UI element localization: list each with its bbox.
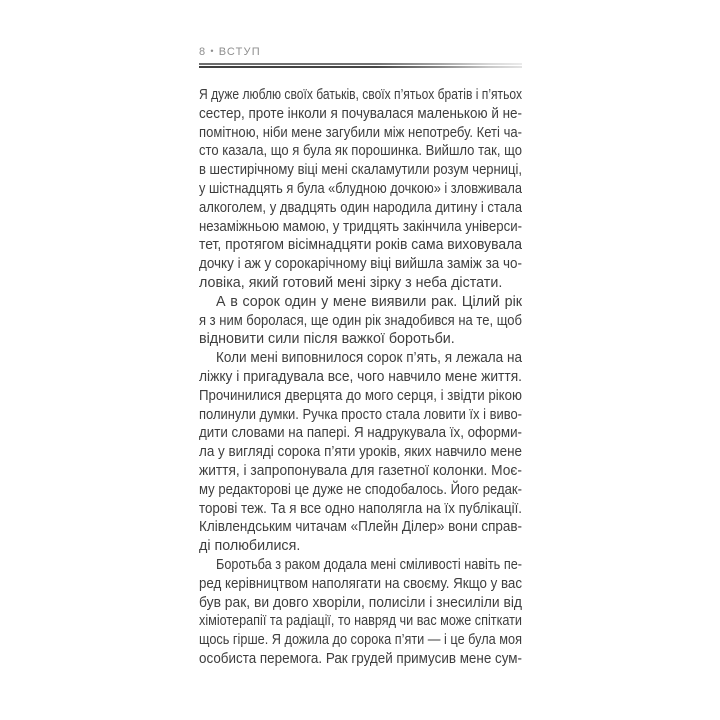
header-bullet-icon: • [210, 46, 215, 56]
text-line-content: дити словами на папері. Я надрукувала їх, оформи- [199, 425, 522, 442]
text-line-content: Я дуже люблю своїх батьків, своїх п’ятьох братів і п’ятьох [199, 87, 522, 103]
text-line [199, 331, 522, 350]
section-title: ВСТУП [218, 46, 261, 58]
text-line [199, 275, 522, 294]
text-line [199, 219, 522, 238]
text-line [199, 501, 522, 520]
text-line-content: А в сорок один у мене виявили рак. Цілий рік [216, 293, 522, 310]
text-line [199, 576, 522, 595]
text-line-content: я з ним боролася, ще один рік знадобився на те, щоб [199, 312, 522, 329]
text-line-content: ловіка, який готовий мені зірку з неба дістати. [199, 274, 503, 291]
text-line [199, 651, 522, 670]
text-line-content: в шестирічному віці мені скаламутили розум черниці, [199, 162, 522, 179]
text-line [199, 407, 522, 426]
text-line [199, 613, 522, 632]
text-line [199, 125, 522, 144]
text-line-content: ді полюбилися. [199, 538, 301, 555]
text-line [199, 463, 522, 482]
text-line [199, 181, 522, 200]
text-line-content: відновити сили після важкої боротьби. [199, 331, 455, 348]
text-line-content: Коли мені виповнилося сорок п’ять, я лежала на [216, 350, 522, 367]
text-line-content: щось гірше. Я дожила до сорока п’яти — і це була моя [199, 632, 522, 649]
text-line [199, 557, 522, 576]
text-line [199, 444, 522, 463]
text-line [199, 425, 522, 444]
text-line-content: ред керівництвом наполягати на своєму. Якщо у вас [199, 575, 522, 592]
text-line-content: Клівлендським читачам «Плейн Ділер» вони справ- [199, 519, 522, 536]
text-line-content: сто казала, що я була як порошинка. Вийшло так, що [199, 143, 522, 160]
text-line-content: алкоголем, у двадцять один народила дитину і стала [199, 199, 522, 216]
header-rule-bottom-line [199, 66, 522, 69]
text-line [199, 294, 522, 313]
text-line-content: Боротьба з раком додала мені сміливості навіть пе- [216, 556, 522, 573]
running-header [199, 46, 522, 58]
text-line [199, 632, 522, 651]
text-line [199, 595, 522, 614]
text-line [199, 350, 522, 369]
text-line [199, 369, 522, 388]
text-line-content: ла у вигляді сорока п’яти уроків, яких навчило мене [199, 444, 522, 461]
text-line-content: особиста перемога. Рак грудей примусив мене сум- [199, 650, 522, 667]
text-line [199, 237, 522, 256]
text-line [199, 313, 522, 332]
text-line-content: сестер, проте інколи я почувалася маленькою й не- [199, 105, 522, 122]
body-text [199, 87, 522, 670]
text-line [199, 162, 522, 181]
text-line [199, 87, 522, 106]
text-line [199, 482, 522, 501]
text-line-content: ліжку і пригадувала все, чого навчило мене життя. [199, 368, 522, 385]
header-rule-top-line [199, 63, 522, 65]
text-line-content: у шістнадцять я була «блудною дочкою» і зловживала [199, 180, 522, 197]
text-line-content: хіміотерапії та радіації, то навряд чи вас може спіткати [199, 613, 522, 630]
text-line-content: помітною, ніби мене загубили між непотребу. Кеті ча- [199, 124, 522, 141]
text-line-content: був рак, ви довго хворіли, полисіли і знесиліли від [199, 594, 522, 611]
text-line [199, 143, 522, 162]
text-line-content: му редакторові це дуже не сподобалось. Його редак- [199, 481, 522, 498]
page-number: 8 [199, 46, 207, 58]
text-line [199, 519, 522, 538]
text-line [199, 200, 522, 219]
text-line-content: незаміжньою мамою, у тридцять закінчила універси- [199, 218, 522, 235]
header-rule [199, 63, 522, 68]
text-line-content: полинули думки. Ручка просто стала ловити їх і виво- [199, 406, 522, 423]
text-line [199, 538, 522, 557]
text-line [199, 388, 522, 407]
text-line-content: життя, і запропонувала для газетної колонки. Моє- [199, 462, 522, 479]
text-line-content: тет, протягом вісімнадцяти років сама виховувала [199, 237, 522, 254]
text-line [199, 106, 522, 125]
text-line-content: торові теж. Та я все одно наполягла на їх публікації. [199, 500, 522, 517]
text-line-content: Прочинилися дверцята до мого серця, і звідти рікою [199, 387, 522, 404]
text-line [199, 256, 522, 275]
text-line-content: дочку і аж у сорокарічному віці вийшла заміж за чо- [199, 256, 522, 273]
